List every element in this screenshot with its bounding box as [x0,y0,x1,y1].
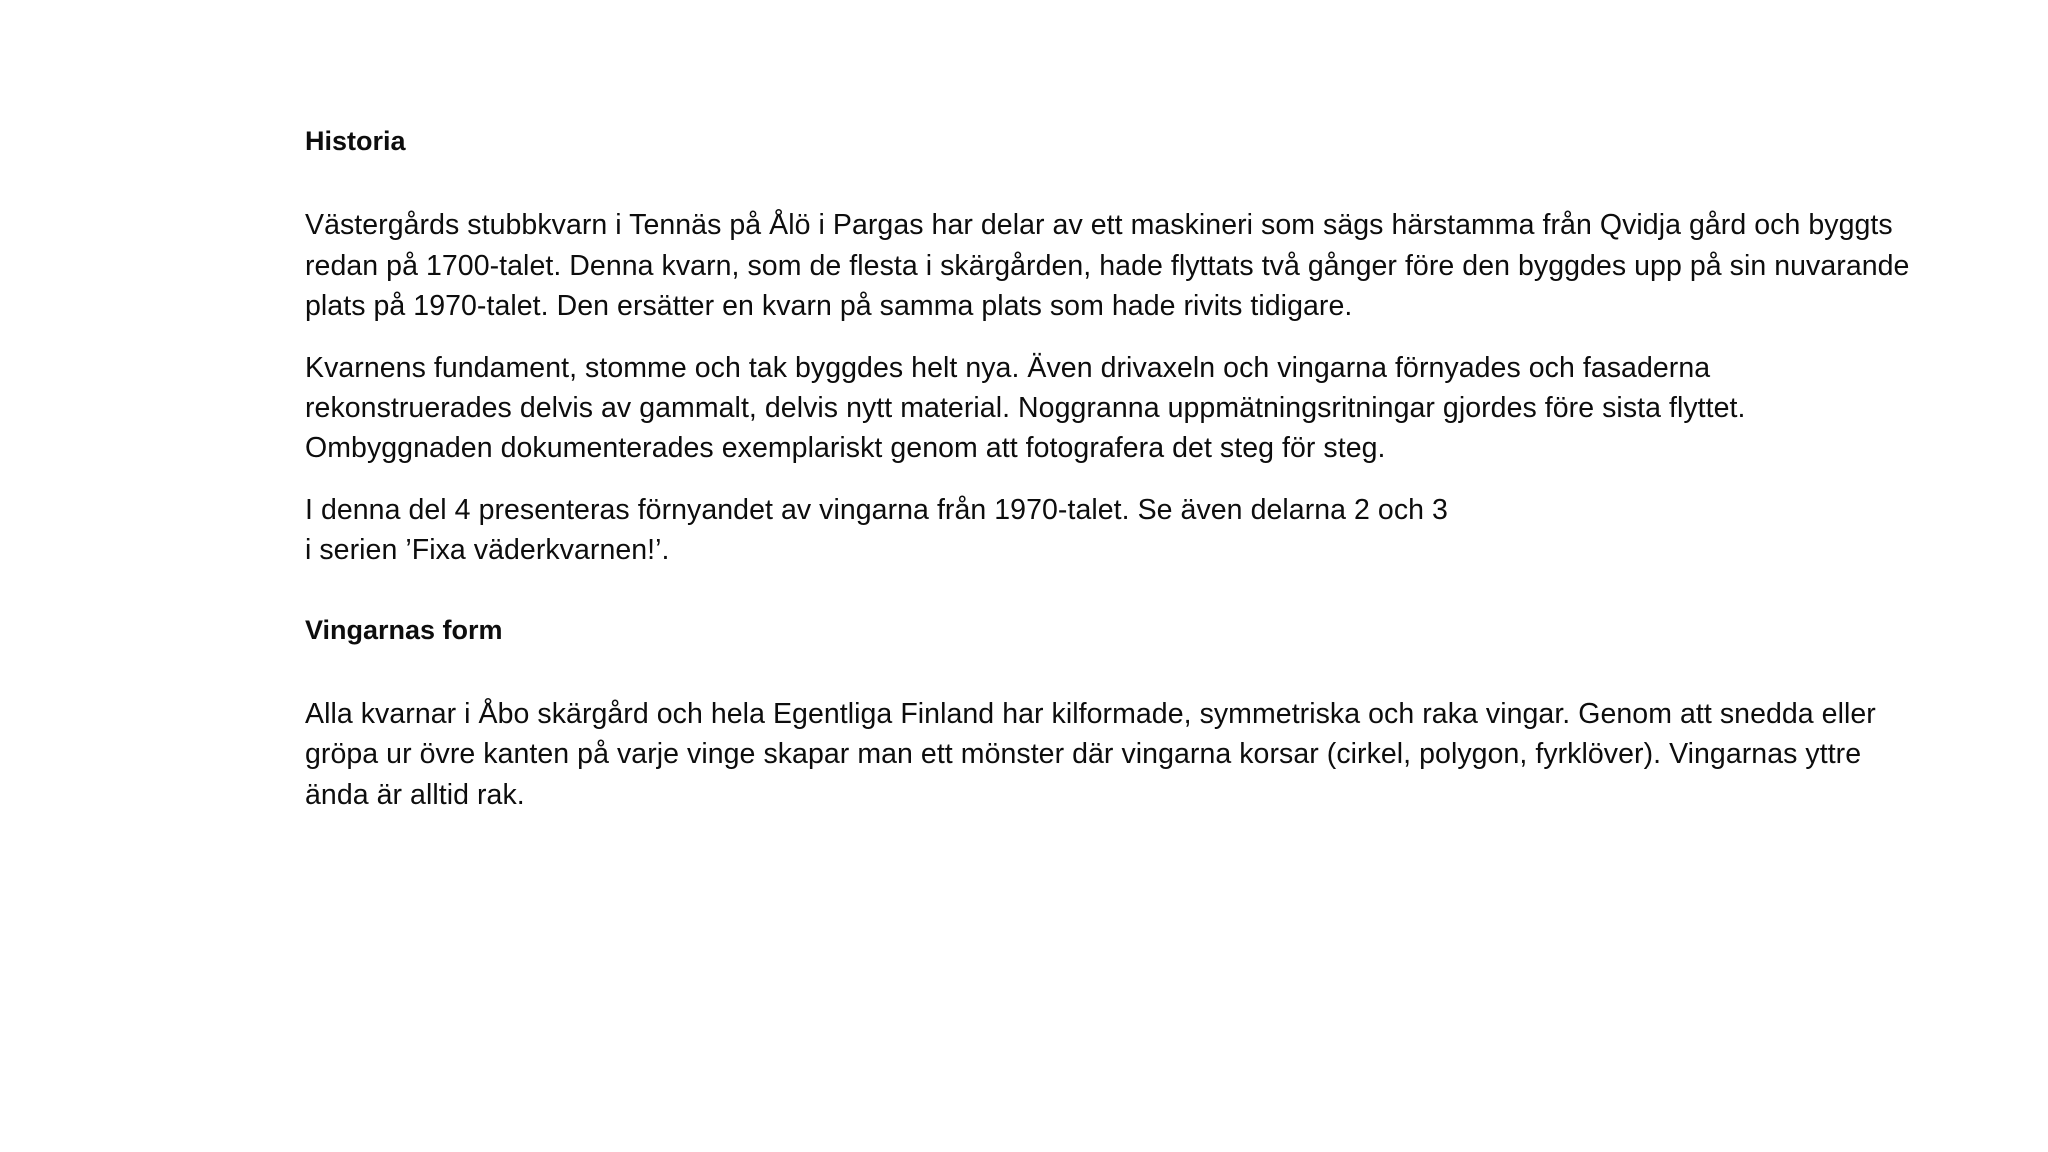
paragraph-historia-2: Kvarnens fundament, stomme och tak byggdes helt nya. Även drivaxeln och vingarna förnyades och fasaderna rekonstruerades delvis av gammalt, delvis nytt material. Noggranna uppmätningsritningar gjordes före sista flyttet. Ombyggnaden dokumenterades exemplariskt genom att fotografera det steg för steg. [305,351,1746,465]
paragraph-historia-3 [305,490,1910,571]
section-heading-vingarnas-form: Vingarnas form [305,614,503,645]
paragraph-historia-3-line-1: I denna del 4 presenteras förnyandet av vingarna från 1970-talet. Se även delarna 2 och 3 [305,493,1448,526]
paragraph-historia-3-line-2: i serien ’Fixa väderkvarnen!’. [305,534,670,567]
spacer [305,159,1910,205]
section-heading-historia: Historia [305,126,406,156]
spacer [305,571,1910,613]
paragraph-vingarnas-form-1: Alla kvarnar i Åbo skärgård och hela Egentliga Finland har kilformade, symmetriska och raka vingar. Genom att snedda eller gröpa ur övre kanten på varje vinge skapar man ett mönster där vingarna korsar (cirkel, polygon, fyrklöver). Vingarnas yttre ända är alltid rak. [305,697,1876,811]
spacer [305,648,1910,694]
document-body [305,124,1910,815]
paragraph-historia-1: Västergårds stubbkvarn i Tennäs på Ålö i Pargas har delar av ett maskineri som sägs härstamma från Qvidja gård och byggts redan på 1700-talet. Denna kvarn, som de flesta i skärgården, hade flyttats två gånger före den byggdes upp på sin nuvarande plats på 1970-talet. Den ersätter en kvarn på samma plats som hade rivits tidigare. [305,209,1910,323]
